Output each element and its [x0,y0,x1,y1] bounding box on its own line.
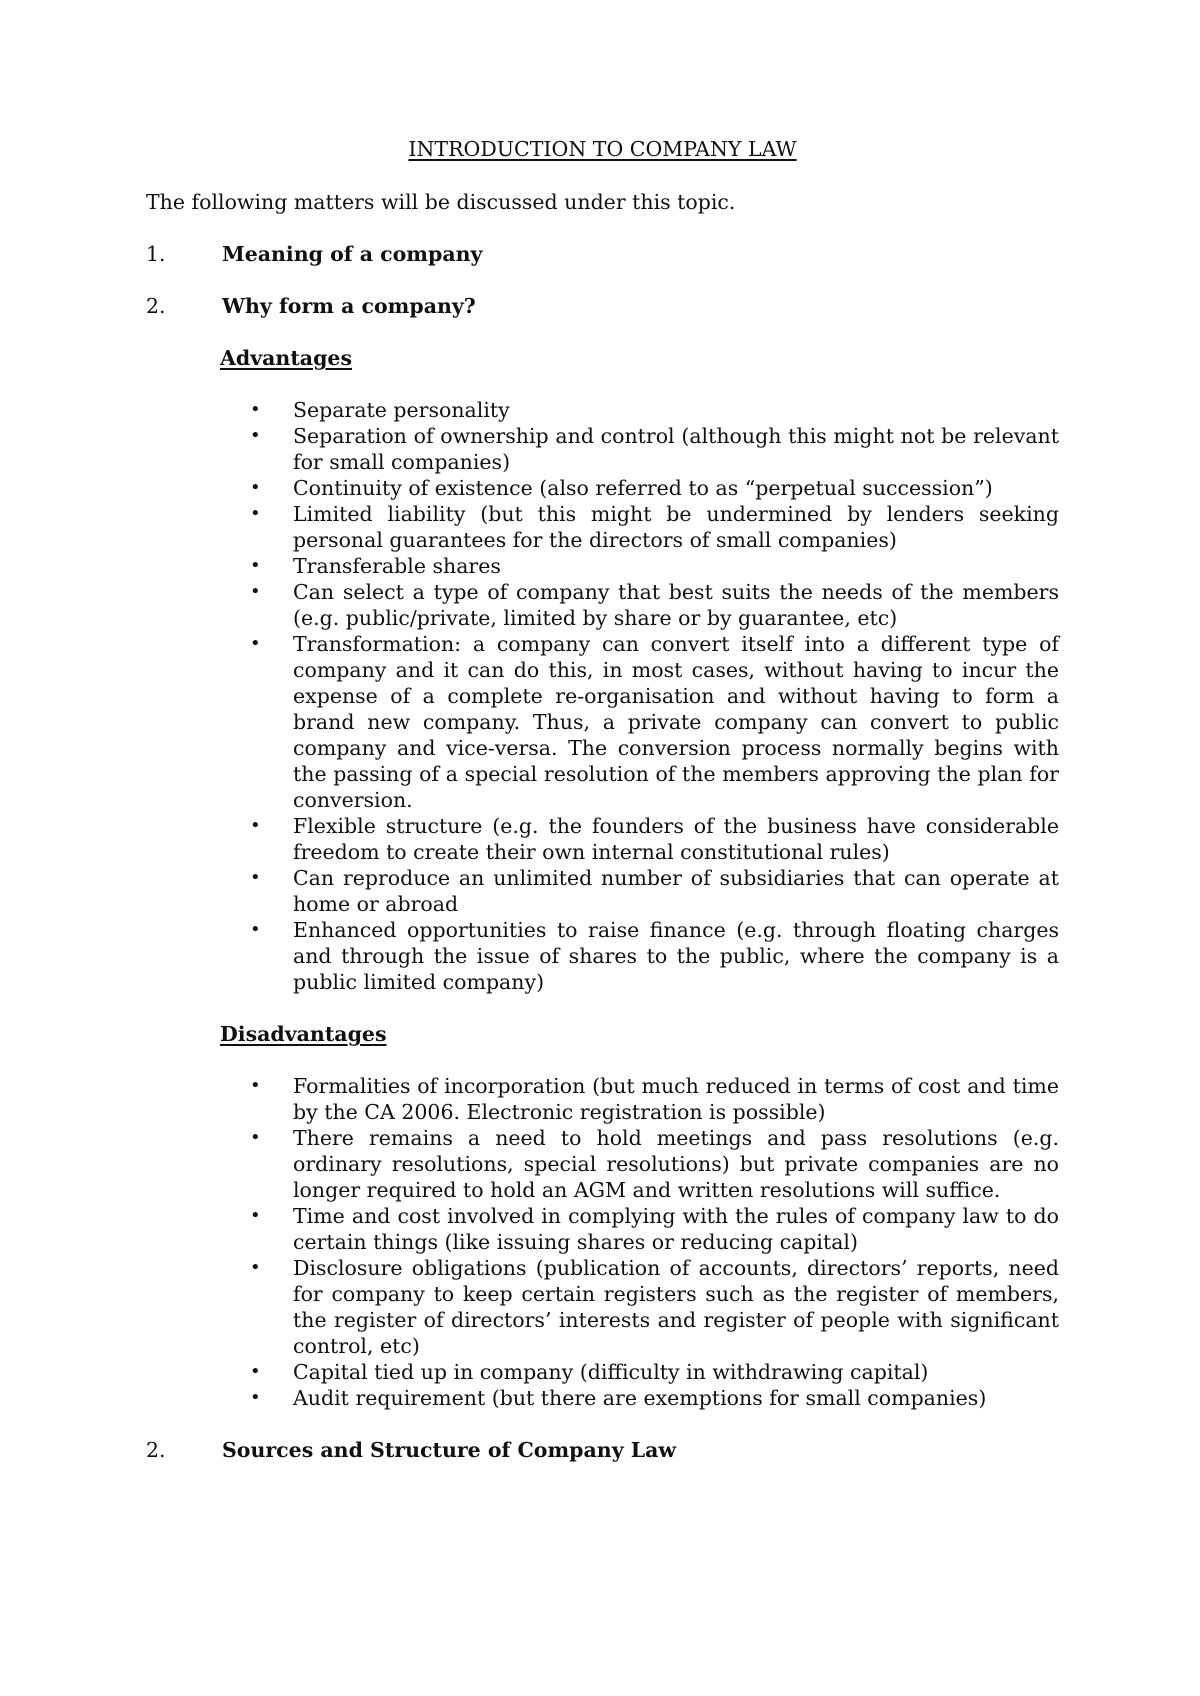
section-2-heading [146,293,1059,319]
section-title: Sources and Structure of Company Law [222,1438,677,1462]
list-item: • Transferable shares [250,554,501,578]
list-item: • There remains a need to hold meetings and pass resolutions (e.g. ordinary resolutions, special resolutions) but private companies are no longer required to hold an AGM and written resolutions will suffice. [250,1126,1059,1202]
list-item: • Separation of ownership and control (although this might not be relevant for small companies) [250,424,1059,474]
disadvantages-list [146,1073,1059,1411]
advantages-list [146,397,1059,995]
bullet-icon: • [250,503,261,524]
bullet-icon: • [250,1387,261,1408]
list-item: • Can select a type of company that best suits the needs of the members (e.g. public/private, limited by share or by guarantee, etc) [250,580,1059,630]
list-item: • Audit requirement (but there are exemptions for small companies) [250,1386,987,1410]
bullet-icon: • [250,633,261,654]
list-item: • Flexible structure (e.g. the founders of the business have considerable freedom to create their own internal constitutional rules) [250,814,1059,864]
sources-section-heading [146,1437,1059,1463]
section-title: Meaning of a company [222,242,483,266]
bullet-icon: • [250,477,261,498]
section-number: 2. [146,294,166,318]
bullet-icon: • [250,1205,261,1226]
bullet-icon: • [250,399,261,420]
bullet-icon: • [250,581,261,602]
bullet-icon: • [250,1257,261,1278]
list-item: • Can reproduce an unlimited number of subsidiaries that can operate at home or abroad [250,866,1059,916]
bullet-icon: • [250,1127,261,1148]
bullet-icon: • [250,555,261,576]
advantages-heading: Advantages [220,346,353,370]
disadvantages-heading: Disadvantages [220,1022,387,1046]
section-number: 1. [146,242,166,266]
section-1-heading [146,241,1059,267]
list-item: • Limited liability (but this might be undermined by lenders seeking personal guarantees for the directors of small companies) [250,502,1059,552]
list-item: • Capital tied up in company (difficulty in withdrawing capital) [250,1360,929,1384]
document-page [146,136,1059,1463]
section-title: Why form a company? [222,294,476,318]
intro-paragraph: The following matters will be discussed under this topic. [146,190,736,214]
bullet-icon: • [250,867,261,888]
list-item: • Continuity of existence (also referred to as “perpetual succession”) [250,476,993,500]
document-title: INTRODUCTION TO COMPANY LAW [408,137,797,161]
list-item: • Enhanced opportunities to raise finance (e.g. through floating charges and through the issue of shares to the public, where the company is a public limited company) [250,918,1059,994]
list-item: • Separate personality [250,398,510,422]
list-item: • Time and cost involved in complying with the rules of company law to do certain things (like issuing shares or reducing capital) [250,1204,1059,1254]
bullet-icon: • [250,815,261,836]
list-item: • Disclosure obligations (publication of accounts, directors’ reports, need for company to keep certain registers such as the register of members, the register of directors’ interests and register of people with significant control, etc) [250,1256,1059,1358]
section-number: 2. [146,1438,166,1462]
list-item: • Transformation: a company can convert itself into a different type of company and it can do this, in most cases, without having to incur the expense of a complete re-organisation and without having to form a brand new company. Thus, a private company can convert to public company and vice-versa. The conversion process normally begins with the passing of a special resolution of the members approving the plan for conversion. [250,632,1059,812]
bullet-icon: • [250,1361,261,1382]
list-item: • Formalities of incorporation (but much reduced in terms of cost and time by the CA 2006. Electronic registration is possible) [250,1074,1059,1124]
bullet-icon: • [250,1075,261,1096]
bullet-icon: • [250,919,261,940]
bullet-icon: • [250,425,261,446]
